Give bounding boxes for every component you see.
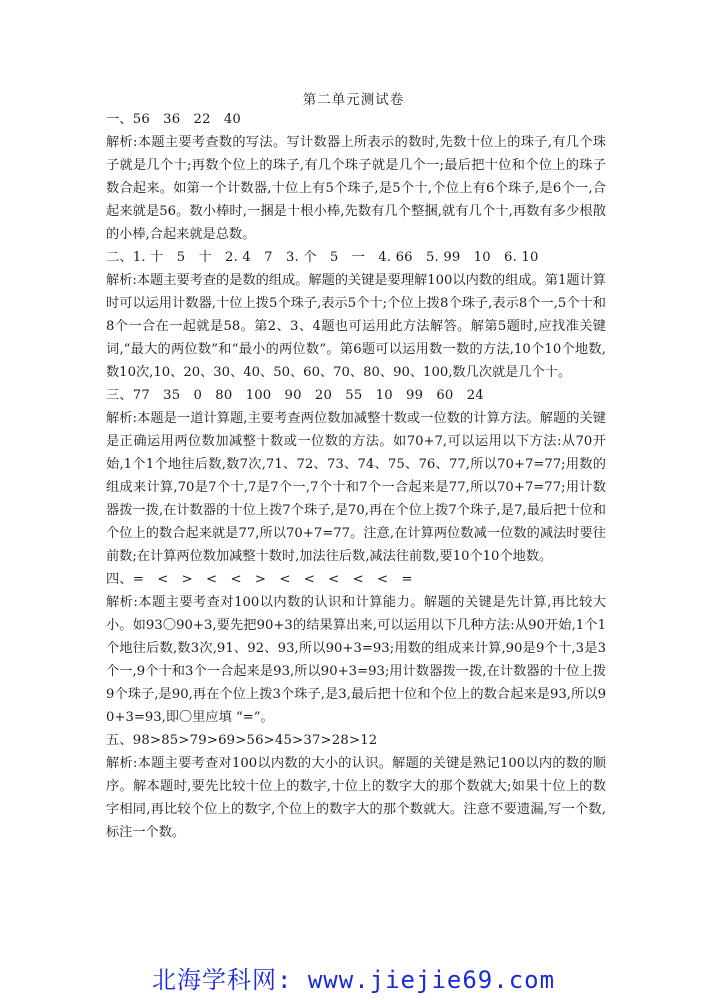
section-3-answer: 三、77 35 0 80 100 90 20 55 10 99 60 24: [106, 388, 484, 403]
answer-content: [106, 108, 606, 844]
section-5-analysis: 解析:本题主要考查对100以内数的大小的认识。解题的关键是熟记100以内的数的顺序。解本题时,要先比较十位上的数字,十位上的数字大的那个数就大;如果十位上的数字相同,再比较个位上的数字,个位上的数字大的那个数就大。注意不要遗漏,写一个数,标注一个数。: [106, 756, 606, 840]
section-1-analysis: 解析:本题主要考查数的写法。写计数器上所表示的数时,先数十位上的珠子,有几个珠子就是几个十;再数个位上的珠子,有几个珠子就是几个一;最后把十位和个位上的珠子数合起来。如第一个计数器,十位上有5个珠子,是5个十,个位上有6个珠子,是6个一,合起来就是56。数小棒时,一捆是十根小棒,先数有几个整捆,就有几个十,再数有多少根散的小棒,合起来就是总数。: [106, 135, 606, 242]
section-4-answer: 四、= < > < < > < < < < < =: [106, 572, 413, 587]
page-title: 第二单元测试卷: [302, 92, 405, 108]
footer-watermark-link[interactable]: 北海学科网: www.jiejie69.com: [151, 966, 556, 994]
section-3-analysis: 解析:本题是一道计算题,主要考查两位数加减整十数或一位数的计算方法。解题的关键是正确运用两位数加减整十数或一位数的方法。如70+7,可以运用以下方法:从70开始,1个1个地往后数,数7次,71、72、73、74、75、76、77,所以70+7=77;用数的组成来计算,70是7个十,7是7个一,7个十和7个一合起来是77,所以70+7=77;用计数器拨一拨,在计数器的十位上拨7个珠子,是70,再在个位上拨7个珠子,是7,最后把十位和个位上的数合起来就是77,所以70+7=77。注意,在计算两位数减一位数的减法时要往前数;在计算两位数加减整十数时,加法往后数,减法往前数,要10个10个地数。: [106, 411, 606, 564]
section-4-analysis: 解析:本题主要考查对100以内数的认识和计算能力。解题的关键是先计算,再比较大小。如93〇90+3,要先把90+3的结果算出来,可以运用以下几种方法:从90开始,1个1个地往后数,数3次,91、92、93,所以90+3=93;用数的组成来计算,90是9个十,3是3个一,9个十和3个一合起来是93,所以90+3=93;用计数器拨一拨,在计数器的十位上拨9个珠子,是90,再在个位上拨3个珠子,是3,最后把十位和个位上的数合起来是93,所以90+3=93,即〇里应填 “=”。: [106, 595, 606, 725]
section-2-answer: 二、1. 十 5 十 2. 4 7 3. 个 5 一 4. 66 5. 99 10 6. 10: [106, 250, 539, 265]
section-5-answer: 五、98>85>79>69>56>45>37>28>12: [106, 733, 378, 748]
section-1-answer: 一、56 36 22 40: [106, 112, 242, 127]
section-2-analysis: 解析:本题主要考查的是数的组成。解题的关键是要理解100以内数的组成。第1题计算时可以运用计数器,十位上拨5个珠子,表示5个十;个位上拨8个珠子,表示8个一,5个十和8个一合在一起就是58。第2、3、4题也可运用此方法解答。解第5题时,应找准关键词,“最大的两位数”和“最小的两位数”。第6题可以运用数一数的方法,10个10个地数,数10次,10、20、30、40、50、60、70、80、90、100,数几次就是几个十。: [106, 273, 606, 380]
